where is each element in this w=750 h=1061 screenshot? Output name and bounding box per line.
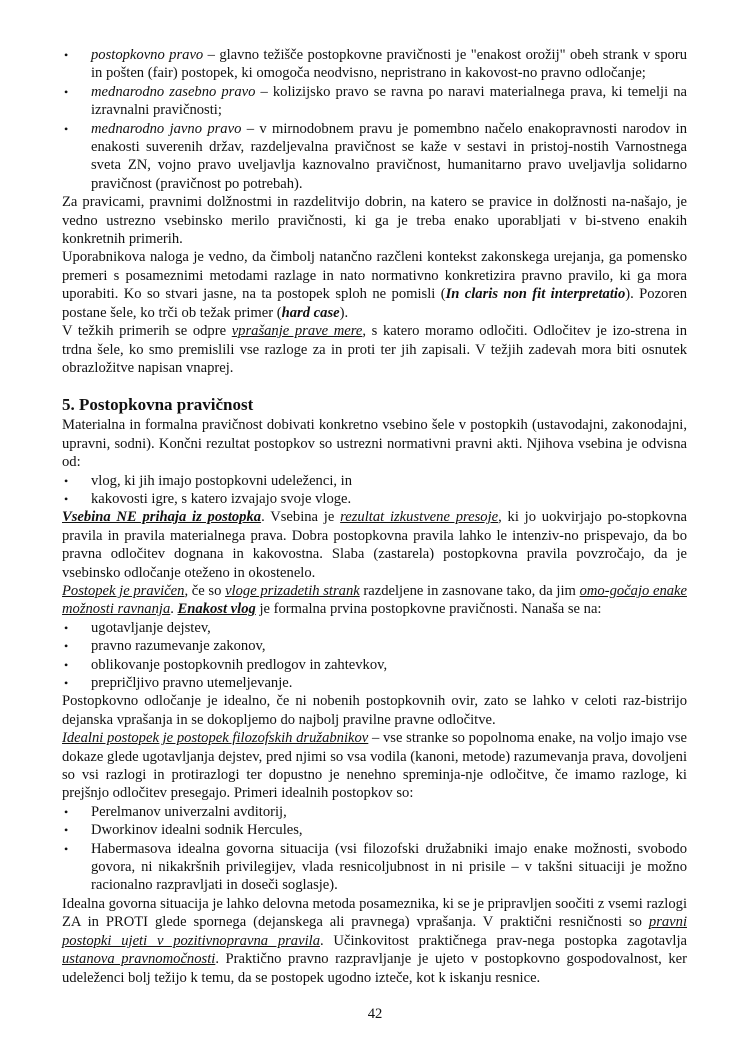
bullet-icon: • xyxy=(64,676,69,690)
list-item xyxy=(62,637,687,655)
text: Uporabnikova naloga je vedno, da čimbolj natančno razčleni kontekst zakonskega urejanja, ga pomensko premeri s posameznimi metodami razlage in nato normativno konkretizira pravno pravilo, ki ga mora uporabiti. Ko so stvari jasne, na ta postopek sploh ne pomisli ( xyxy=(62,249,687,303)
bullet-icon: • xyxy=(64,823,69,838)
term: mednarodno javno pravo xyxy=(91,120,242,137)
item-text: ugotavljanje dejstev, xyxy=(91,619,211,636)
item-text: Perelmanov univerzalni avditorij, xyxy=(91,803,287,820)
emphasis: Enakost vlog xyxy=(177,601,256,618)
item-text: vlog, ki jih imajo postopkovni udeleženci, in xyxy=(91,472,353,489)
text: ). Pozoren postane šele, ko trči ob težak primer ( xyxy=(62,286,687,321)
list-item xyxy=(62,472,687,490)
paragraph xyxy=(62,322,687,377)
term: mednarodno zasebno pravo xyxy=(91,83,256,100)
bullet-icon: • xyxy=(64,491,69,506)
bullet-icon: • xyxy=(64,473,69,488)
paragraph xyxy=(62,508,687,582)
paragraph: Za pravicami, pravnimi dolžnostmi in razdelitvijo dobrin, na katero se pravice in dolžnosti na-našajo, je vedno ustrezno vsebinsko merilo pravičnosti, ki ga je treba enako uporabljati v bi-stveno enakih konkretnih primerih. xyxy=(62,194,687,248)
item-text: – glavno težišče postopkovne pravičnosti je "enakost orožij" obeh strank v sporu in pošten (fair) postopek, ki omogoča neodvisno, nepristrano in kakovost-no pravno odločanje; xyxy=(91,47,687,82)
item-text: Dworkinov idealni sodnik Hercules, xyxy=(91,822,303,839)
bullet-icon: • xyxy=(64,48,69,62)
item-text: Habermasova idealna govorna situacija (vsi filozofski družabniki imajo enake možnosti, svobodo govora, ni nikakršnih privilegijev, vlada resnicoljubnost in ni prisile – v takšni situaciji je možno racionalno razpravljati in doseči soglasje). xyxy=(91,840,687,894)
item-text: pravno razumevanje zakonov, xyxy=(91,638,266,655)
text: ). xyxy=(339,304,349,321)
text: Idealna govorna situacija je lahko delovna metoda posameznika, ki se je pripravljen soočiti z vsemi razlogi ZA in PROTI glede spornega (dejanskega ali pravnega) vprašanja. V praktični resničnosti so xyxy=(62,895,687,931)
item-text: – v mirnodobnem pravu je pomembno načelo enakopravnosti narodov in enakosti suverenih držav, razdeljevalna pravičnost se kaže v sestavi in pristoj-nostih Varnostnega sveta ZN, vojno pravo uveljavlja kaznovalno pravičnost, humanitarno pravo uveljavlja solidarno pravičnost (pravičnost po potrebah). xyxy=(91,120,688,192)
ideal-procedures-list xyxy=(62,803,687,895)
bullet-icon: • xyxy=(64,804,69,819)
emphasis: Vsebina NE prihaja iz postopka xyxy=(62,509,262,526)
text: je formalna prvina postopkovne pravičnosti. Nanaša se na: xyxy=(255,601,602,618)
item-text: kakovosti igre, s katero izvajajo svoje vloge. xyxy=(91,490,352,507)
list-item xyxy=(62,656,687,674)
text: , ki jo uokvirjajo po-stopkovna pravila in pravila materialnega prava. Dobra postopkovna pravila lahko le intenziv-no prispevajo, da bo pravna odločitev dognana in kakovostna. Slaba (zastarela) postopkovna pravila povzročajo, da je vsebinsko odločanje oteženo in okostenelo. xyxy=(62,509,687,581)
paragraph xyxy=(62,248,687,322)
section-heading: 5. Postopkovna pravičnost xyxy=(62,395,254,415)
bullet-icon: • xyxy=(64,84,69,99)
list-item xyxy=(62,803,687,821)
text: . xyxy=(170,601,178,618)
content-factors-list xyxy=(62,472,687,509)
law-branches-list xyxy=(62,46,687,193)
paragraph xyxy=(62,582,687,619)
bullet-icon: • xyxy=(64,121,69,136)
paragraph xyxy=(62,729,687,803)
emphasis: hard case xyxy=(281,304,340,321)
bullet-icon: • xyxy=(64,841,69,856)
bullet-icon: • xyxy=(64,620,69,635)
text: . Učinkovitost praktičnega prav-nega postopka zagotavlja xyxy=(320,932,687,949)
list-item xyxy=(62,619,687,637)
text: . Praktično pravno razpravljanje je ujeto v postopkovno gospodovalnost, ker udeleženci bolj težijo k temu, da se postopek ugodno izteče, kot k iskanju resnice. xyxy=(62,951,687,986)
list-item xyxy=(62,46,687,83)
text: V težkih primerih se odpre xyxy=(62,323,232,340)
document-page xyxy=(62,46,687,987)
term: postopkovno pravo xyxy=(91,47,204,63)
list-item xyxy=(62,821,687,839)
bullet-icon: • xyxy=(64,639,69,654)
emphasis: pravni postopki ujeti v pozitivnopravna pravila xyxy=(62,914,687,949)
item-text: – kolizijsko pravo se ravna po naravi materialnega prava, ki temelji na izravnalni pravičnosti; xyxy=(91,83,687,119)
emphasis: vprašanje prave mere xyxy=(231,323,363,340)
emphasis: omo-gočajo enake možnosti ravnanja xyxy=(62,582,687,618)
list-item xyxy=(62,490,687,508)
emphasis: vloge prizadetih strank xyxy=(225,582,360,599)
bullet-icon: • xyxy=(64,657,69,672)
emphasis: Idealni postopek je postopek filozofskih družabnikov xyxy=(62,730,369,747)
text: . Vsebina je xyxy=(261,509,341,526)
paragraph: Materialna in formalna pravičnost dobivati konkretno vsebino šele v postopkih (ustavodajni, zakonodajni, upravni, sodni). Končni rezultat postopkov so ustrezni normativni pravni akti. Njihova vsebina je odvisna od: xyxy=(62,417,687,471)
role-equality-list xyxy=(62,619,687,693)
item-text: prepričljivo pravno utemeljevanje. xyxy=(91,675,293,691)
emphasis: ustanova pravnomočnosti xyxy=(62,951,216,968)
page-number: 42 xyxy=(367,1006,383,1022)
text: , če so xyxy=(184,582,226,599)
list-item xyxy=(62,83,687,120)
list-item xyxy=(62,120,687,194)
list-item xyxy=(62,840,687,895)
emphasis: Postopek je pravičen xyxy=(62,582,185,599)
paragraph xyxy=(62,895,687,987)
latin-phrase: In claris non fit interpretatio xyxy=(445,286,626,303)
item-text: oblikovanje postopkovnih predlogov in zahtevkov, xyxy=(91,656,388,673)
emphasis: rezultat izkustvene presoje xyxy=(340,509,499,526)
text: – vse stranke so popolnoma enake, na voljo imajo vse dokaze glede ugotavljanja dejstev, pred njimi so vsa vodila (kanoni, metode) razumevanja prava, dovoljeni so vsi razlogi in protirazlogi ter dopustno je nenehno spreminja-nje odločitve, če imamo razloge, ki prejšnjo odločitev presegajo. Primeri idealnih postopkov so: xyxy=(62,730,688,802)
text: razdeljene in zasnovane tako, da jim xyxy=(359,582,580,599)
text: , s katero moramo odločiti. Odločitev je izo-strena in trdna šele, ko smo premislili vse razloge za in proti ter jih zapisali. V težjih zadevah mora biti osnutek obrazložitve napisan vnaprej. xyxy=(62,323,687,376)
list-item xyxy=(62,674,687,692)
paragraph: Postopkovno odločanje je idealno, če ni nobenih postopkovnih ovir, zato se lahko v celoti raz-bistrijo dejanska vprašanja in se dokopljemo do najbolj pravilne pravne odločitve. xyxy=(62,693,687,728)
